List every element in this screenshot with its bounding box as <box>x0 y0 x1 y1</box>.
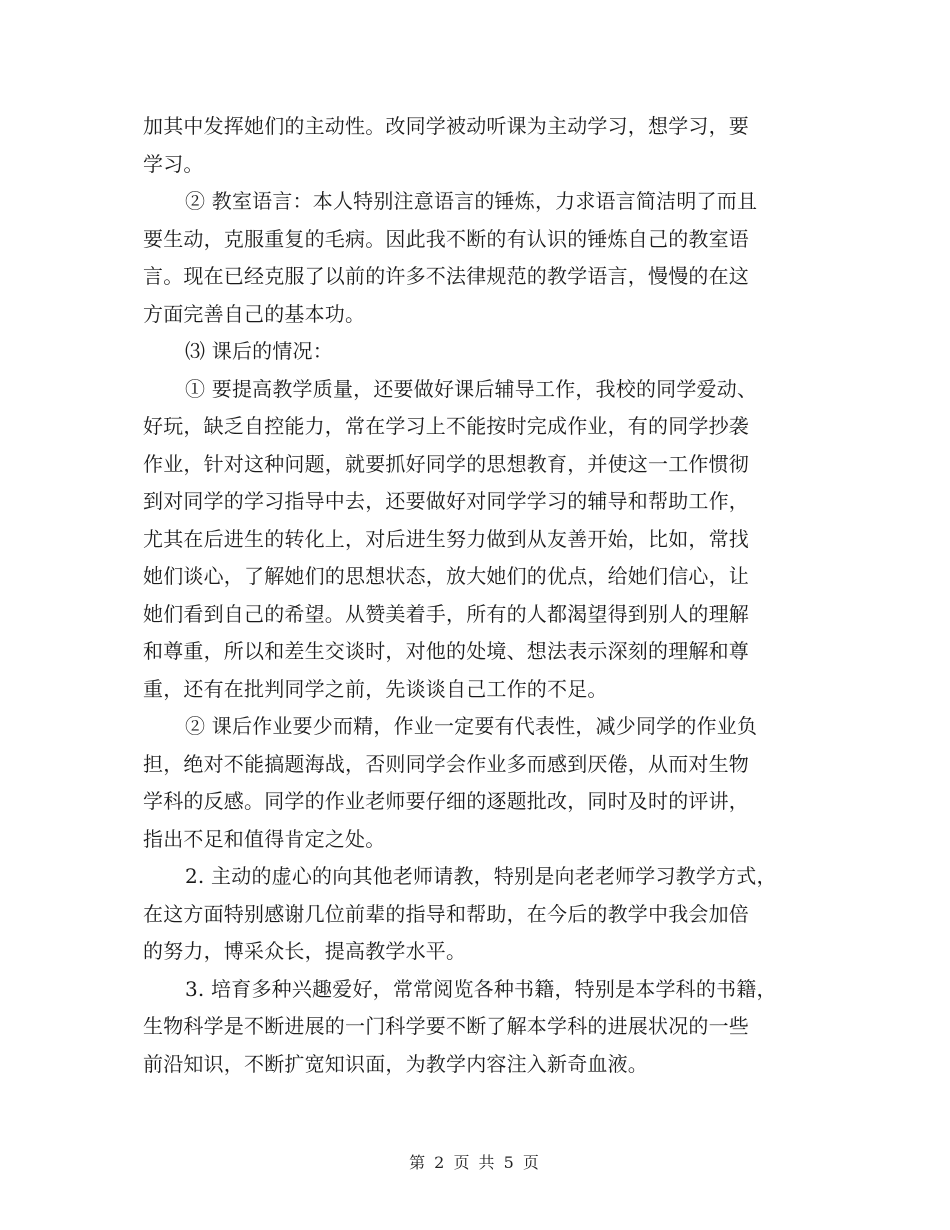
text-line: 言。现在已经克服了以前的许多不法律规范的教学语言，慢慢的在这 <box>143 264 749 288</box>
text-line: 指出不足和值得肯定之处。 <box>143 826 386 851</box>
text-line: 重，还有在批判同学之前，先谈谈自己工作的不足。 <box>143 676 608 701</box>
text-line: 前沿知识，不断扩宽知识面，为教学内容注入新奇血液。 <box>143 1051 648 1076</box>
text-line: 加其中发挥她们的主动性。改同学被动听课为主动学习，想学习，要 <box>143 114 749 138</box>
text-line: 担，绝对不能搞题海战，否则同学会作业多而感到厌倦，从而对生物 <box>143 751 749 776</box>
text-line: 学科的反感。同学的作业老师要仔细的逐题批改，同时及时的评讲， <box>143 789 749 813</box>
document-body <box>143 108 813 1083</box>
text-line: 作业，针对这种问题，就要抓好同学的思想教育，并使这一工作惯彻 <box>143 451 749 476</box>
text-line: ② 课后作业要少而精，作业一定要有代表性，减少同学的作业负 <box>185 714 758 738</box>
text-line: 的努力，博采众长，提高教学水平。 <box>143 939 467 963</box>
text-line: ② 教室语言：本人特别注意语言的锤炼，力求语言简洁明了而且 <box>185 189 758 213</box>
text-line: 她们谈心，了解她们的思想状态，放大她们的优点，给她们信心，让 <box>143 564 749 588</box>
text-line: 在这方面特别感谢几位前辈的指导和帮助，在今后的教学中我会加倍 <box>143 901 749 926</box>
text-line: 要生动，克服重复的毛病。因此我不断的有认识的锤炼自己的教室语 <box>143 226 749 251</box>
page-number-footer: 第 2 页 共 5 页 <box>409 1153 541 1172</box>
text-line: 好玩，缺乏自控能力，常在学习上不能按时完成作业，有的同学抄袭 <box>143 414 749 438</box>
section-heading: ⑶ 课后的情况： <box>185 339 333 363</box>
text-line: ① 要提高教学质量，还要做好课后辅导工作，我校的同学爱动、 <box>185 376 758 401</box>
text-line: 生物科学是不断进展的一门科学要不断了解本学科的进展状况的一些 <box>143 1014 749 1038</box>
text-line: 她们看到自己的希望。从赞美着手，所有的人都渴望得到别人的理解 <box>143 601 749 626</box>
text-line: 方面完善自己的基本功。 <box>143 301 366 326</box>
text-line: 3. 培育多种兴趣爱好，常常阅览各种书籍，特别是本学科的书籍， <box>185 976 777 1001</box>
text-line: 和尊重，所以和差生交谈时，对他的处境、想法表示深刻的理解和尊 <box>143 639 749 663</box>
text-line: 到对同学的学习指导中去，还要做好对同学学习的辅导和帮助工作， <box>143 489 749 513</box>
text-line: 学习。 <box>143 151 204 176</box>
text-line: 2. 主动的虚心的向其他老师请教，特别是向老老师学习教学方式， <box>185 864 777 888</box>
text-line: 尤其在后进生的转化上，对后进生努力做到从友善开始，比如，常找 <box>143 526 749 551</box>
